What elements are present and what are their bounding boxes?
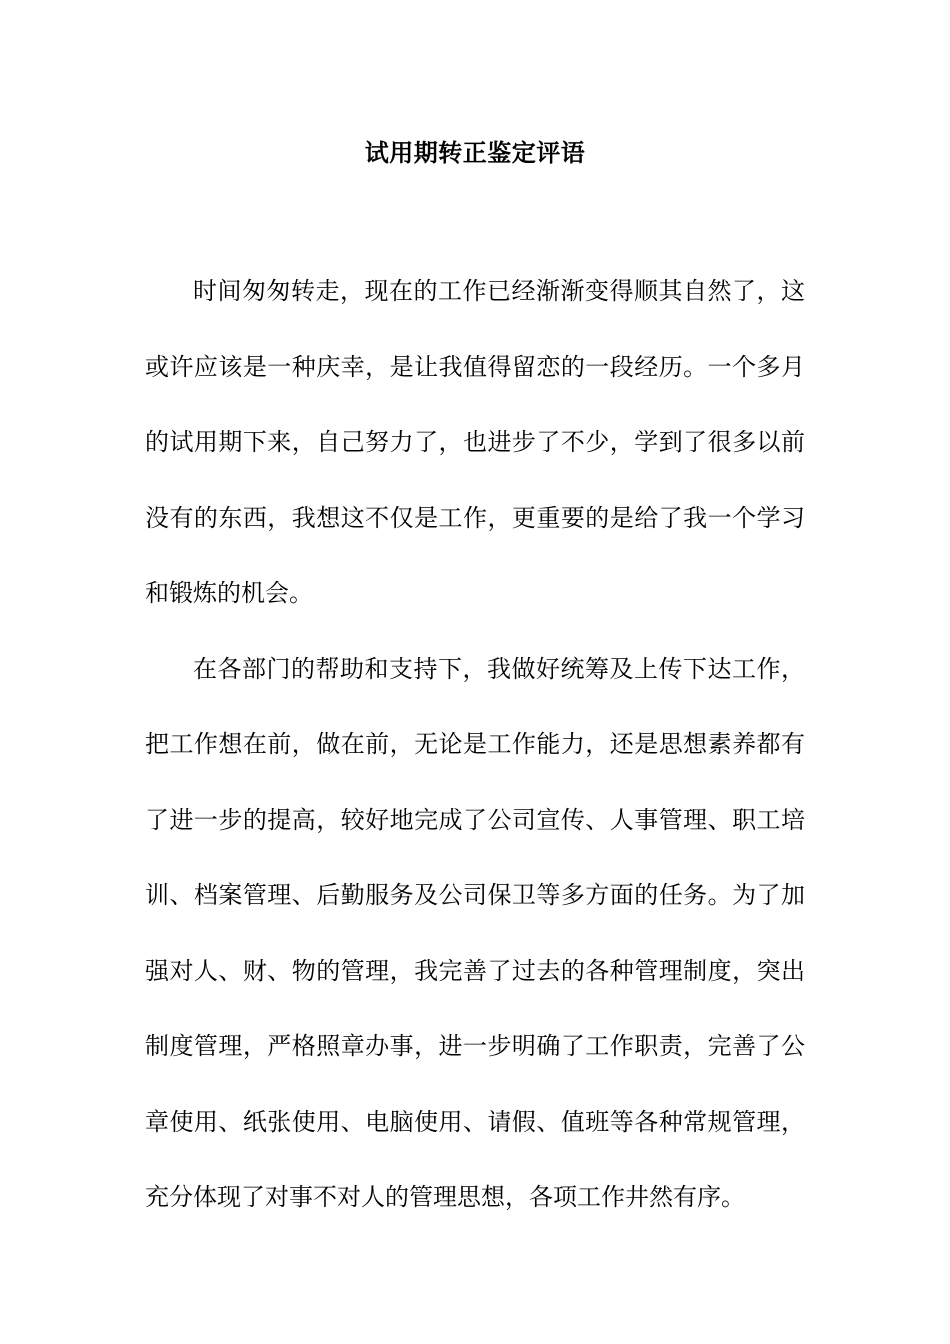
paragraph-2: 在各部门的帮助和支持下，我做好统筹及上传下达工作，把工作想在前，做在前，无论是工作能力，还是思想素养都有了进一步的提高，较好地完成了公司宣传、人事管理、职工培训、档案管理、后勤服务及公司保卫等多方面的任务。为了加强对人、财、物的管理，我完善了过去的各种管理制度，突出制度管理，严格照章办事，进一步明确了工作职责，完善了公章使用、纸张使用、电脑使用、请假、值班等各种常规管理，充分体现了对事不对人的管理思想，各项工作井然有序。 <box>145 654 805 1211</box>
document-body <box>145 254 805 1236</box>
paragraph-1: 时间匆匆转走，现在的工作已经渐渐变得顺其自然了，这或许应该是一种庆幸，是让我值得留恋的一段经历。一个多月的试用期下来，自己努力了，也进步了不少，学到了很多以前没有的东西，我想这不仅是工作，更重要的是给了我一个学习和锻炼的机会。 <box>145 277 805 607</box>
document-title: 试用期转正鉴定评语 <box>364 139 586 167</box>
